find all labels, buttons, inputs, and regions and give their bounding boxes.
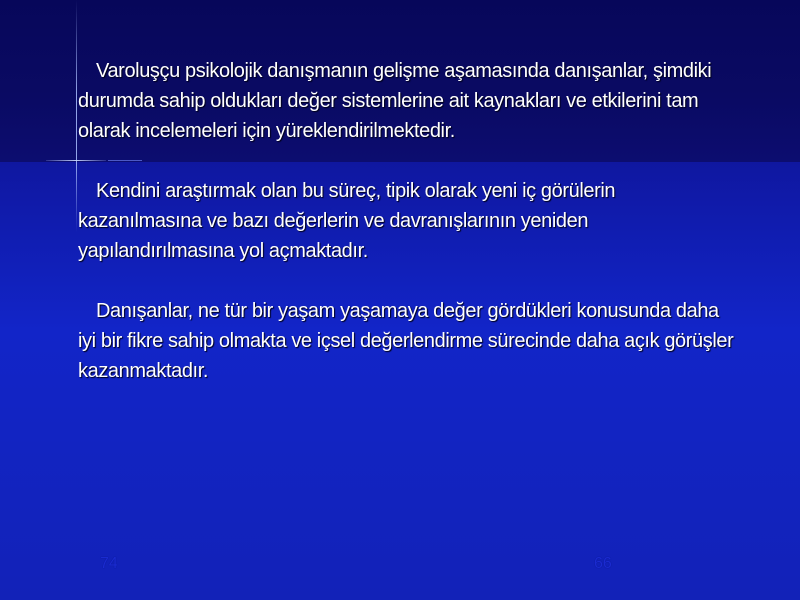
paragraph-3 [78,296,738,386]
slide-body [78,56,738,416]
paragraph-2 [78,176,738,266]
paragraph-1-text: Varoluşçu psikolojik danışmanın gelişme aşamasında danışanlar, şimdiki durumda sahip oldukları değer sistemlerine ait kaynakları ve etkilerini tam olarak incelemeleri için yüreklendirilmektedir. [78,60,712,142]
paragraph-1 [78,56,738,146]
paragraph-3-text: Danışanlar, ne tür bir yaşam yaşamaya değer gördükleri konusunda daha iyi bir fikre sahip olmakta ve içsel değerlendirme sürecinde daha açık görüşler kazanmaktadır. [78,300,734,382]
decorative-vertical-line [76,0,77,232]
footer-slide-number-left: 74 [100,555,118,572]
footer-slide-number-right: 66 [594,555,612,572]
paragraph-2-text: Kendini araştırmak olan bu süreç, tipik olarak yeni iç görülerin kazanılmasına ve bazı değerlerin ve davranışlarının yeniden yapılandırılmasına yol açmaktadır. [78,180,616,262]
